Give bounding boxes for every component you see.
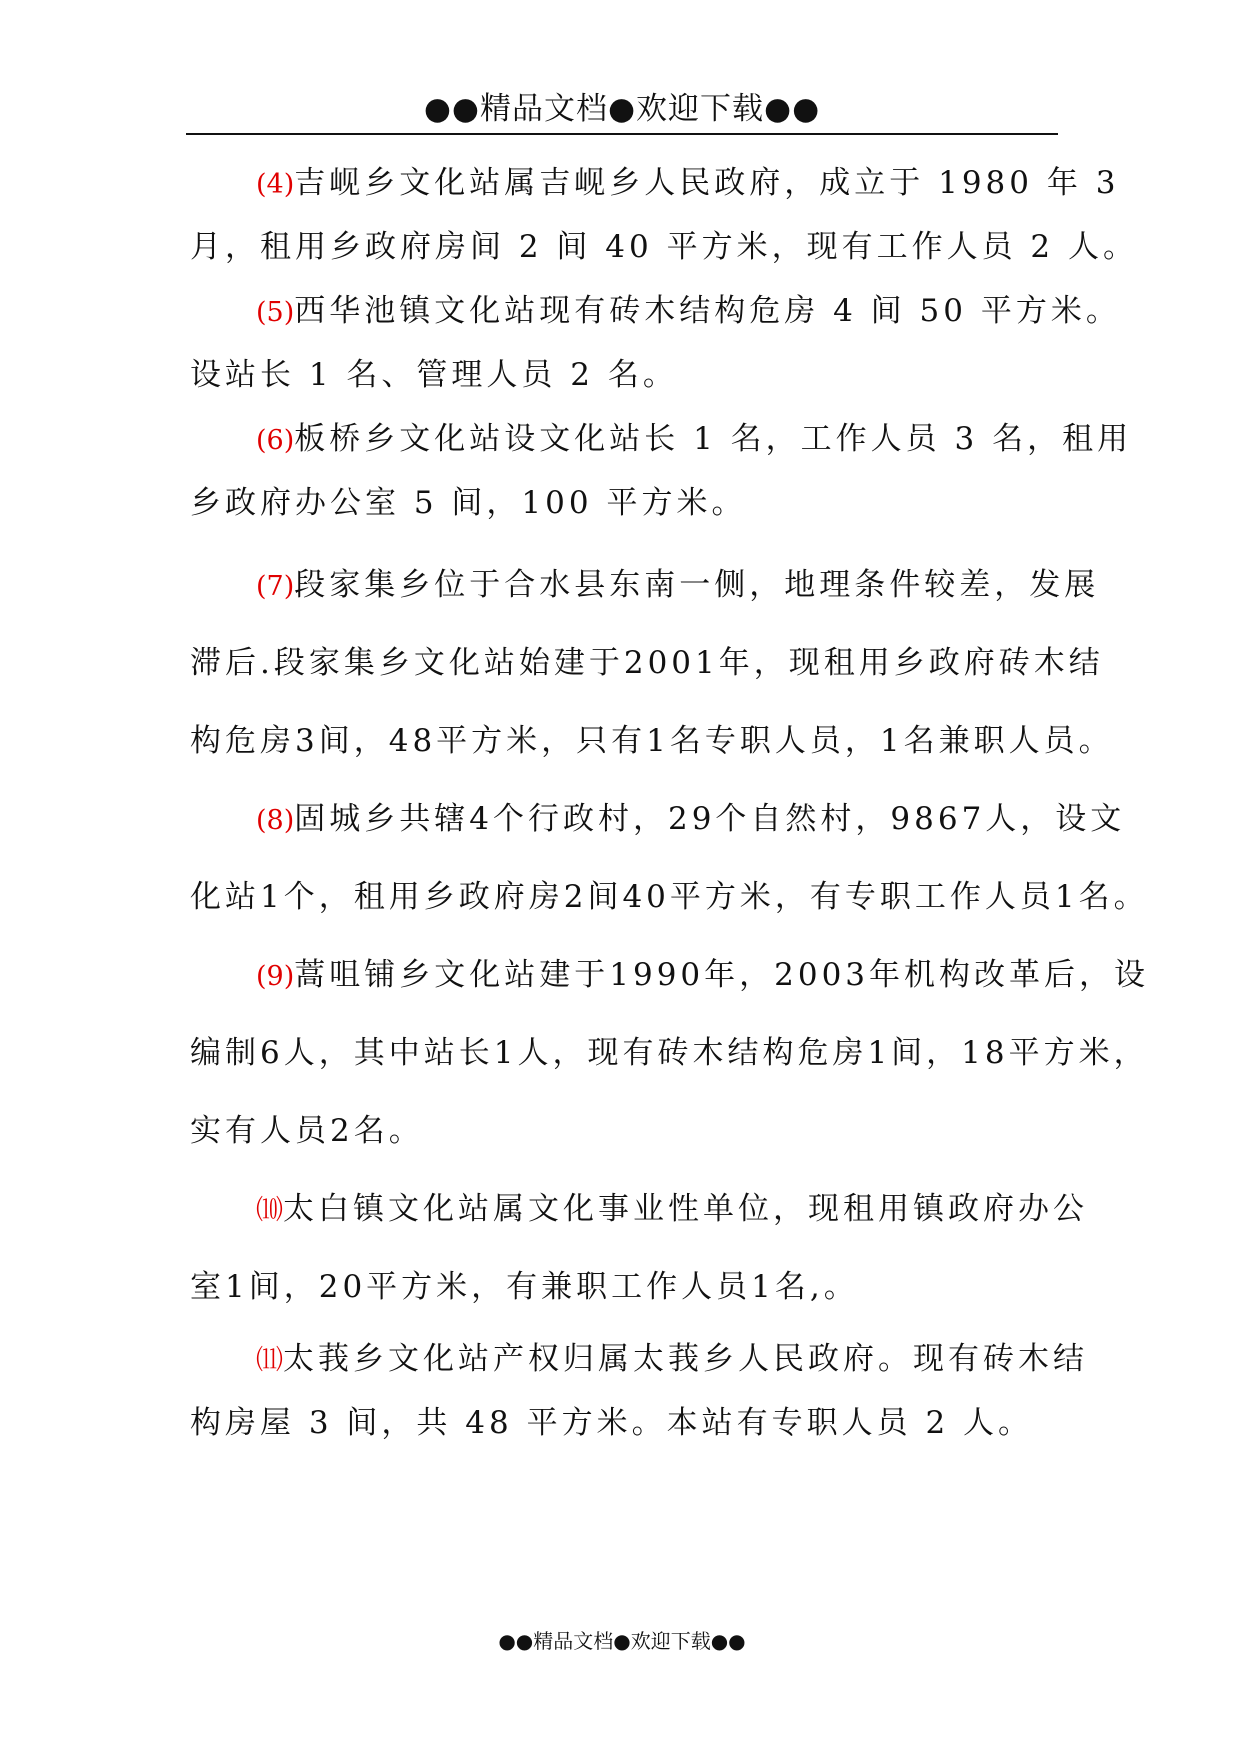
paragraph-5-line-2: 设站长 1 名、管理人员 2 名。 xyxy=(190,357,678,393)
header-divider xyxy=(186,133,1058,135)
paragraph-text: 固城乡共辖4个行政村，29个自然村，9867人，设文 xyxy=(294,801,1126,837)
paragraph-10-line-1 xyxy=(256,1189,1088,1231)
paragraph-4-line-2: 月，租用乡政府房间 2 间 40 平方米，现有工作人员 2 人。 xyxy=(190,229,1139,265)
item-marker: (9) xyxy=(256,961,295,992)
paragraph-11-line-2: 构房屋 3 间，共 48 平方米。本站有专职人员 2 人。 xyxy=(190,1405,1034,1441)
item-marker: (7) xyxy=(256,571,295,602)
page-header: ●●精品文档●欢迎下载●● xyxy=(423,91,821,127)
paragraph-text: 段家集乡位于合水县东南一侧，地理条件较差，发展 xyxy=(294,567,1100,603)
paragraph-9-line-3: 实有人员2名。 xyxy=(190,1113,424,1149)
page-footer: ●●精品文档●欢迎下载●● xyxy=(498,1629,746,1653)
paragraph-6-line-2: 乡政府办公室 5 间，100 平方米。 xyxy=(190,485,747,521)
paragraph-text: 蒿咀铺乡文化站建于1990年，2003年机构改革后，设 xyxy=(294,957,1150,993)
paragraph-text: 太白镇文化站属文化事业性单位，现租用镇政府办公 xyxy=(283,1191,1088,1227)
paragraph-4-line-1 xyxy=(256,163,1120,205)
item-marker: (4) xyxy=(256,169,295,200)
item-marker: (5) xyxy=(256,297,295,328)
paragraph-11-line-1 xyxy=(256,1339,1088,1381)
paragraph-7-line-1 xyxy=(256,565,1100,607)
paragraph-text: 吉岘乡文化站属吉岘乡人民政府，成立于 1980 年 3 xyxy=(294,165,1120,201)
paragraph-5-line-1 xyxy=(256,291,1121,333)
paragraph-text: 西华池镇文化站现有砖木结构危房 4 间 50 平方米。 xyxy=(294,293,1121,329)
item-marker: ⑽ xyxy=(256,1195,283,1226)
item-marker: (8) xyxy=(256,805,295,836)
paragraph-8-line-1 xyxy=(256,799,1126,841)
item-marker: (6) xyxy=(256,425,295,456)
paragraph-6-line-1 xyxy=(256,419,1133,461)
item-marker: ⑾ xyxy=(256,1345,283,1376)
paragraph-9-line-2: 编制6人，其中站长1人，现有砖木结构危房1间，18平方米， xyxy=(190,1035,1149,1071)
paragraph-text: 板桥乡文化站设文化站长 1 名，工作人员 3 名，租用 xyxy=(294,421,1133,457)
paragraph-7-line-2: 滞后.段家集乡文化站始建于2001年，现租用乡政府砖木结 xyxy=(190,645,1104,681)
paragraph-10-line-2: 室1间，20平方米，有兼职工作人员1名,。 xyxy=(190,1269,859,1305)
paragraph-8-line-2: 化站1个，租用乡政府房2间40平方米，有专职工作人员1名。 xyxy=(190,879,1149,915)
paragraph-9-line-1 xyxy=(256,955,1150,997)
paragraph-text: 太莪乡文化站产权归属太莪乡人民政府。现有砖木结 xyxy=(283,1341,1088,1377)
paragraph-7-line-3: 构危房3间，48平方米，只有1名专职人员，1名兼职人员。 xyxy=(190,723,1114,759)
